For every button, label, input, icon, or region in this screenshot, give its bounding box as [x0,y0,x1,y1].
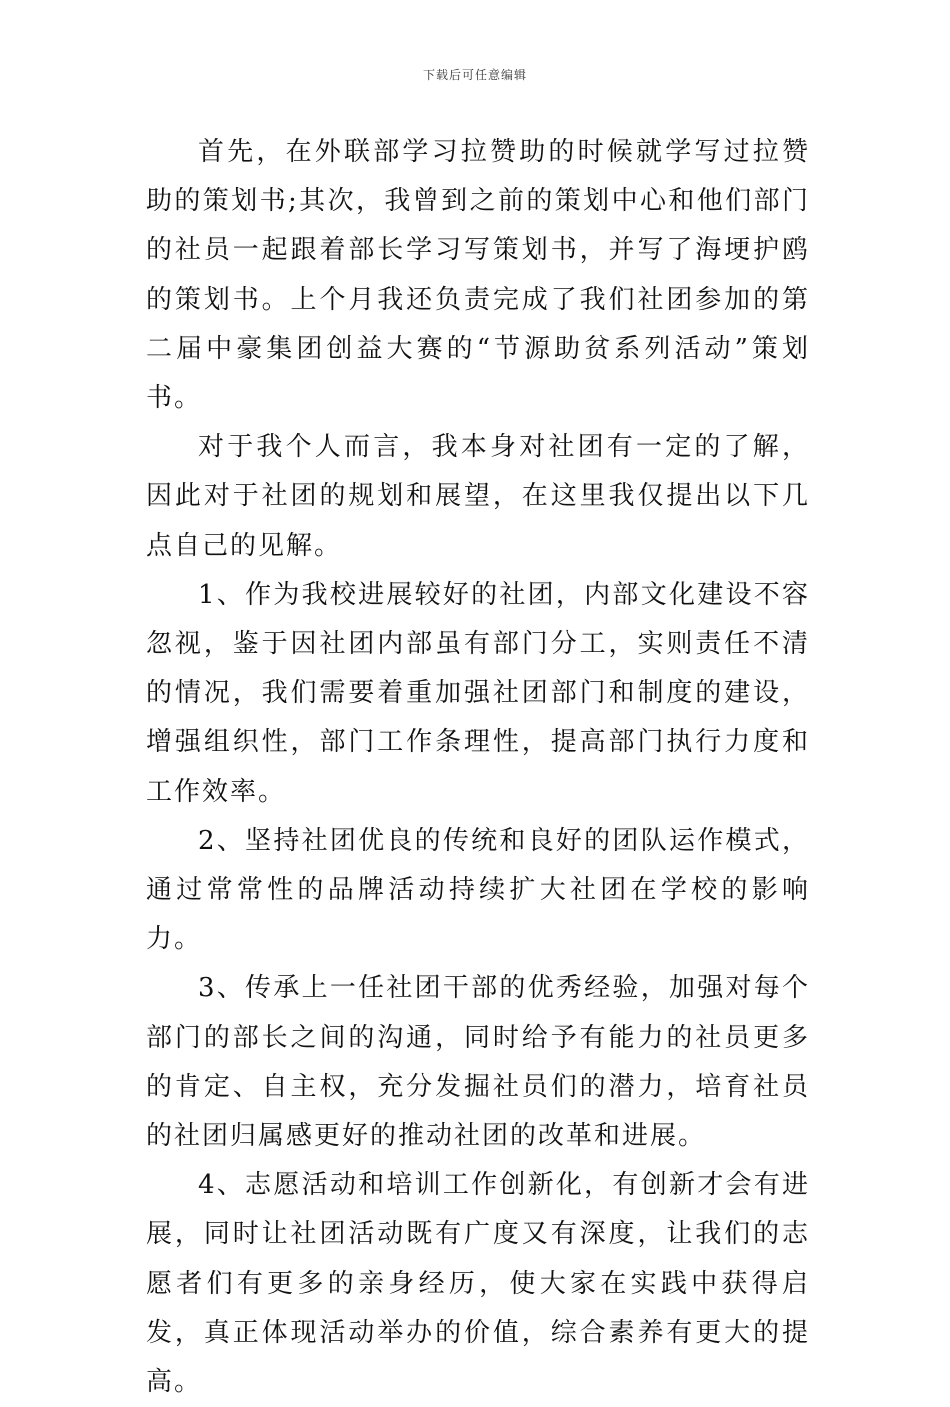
paragraph-4: 2、坚持社团优良的传统和良好的团队运作模式，通过常常性的品牌活动持续扩大社团在学校的影响力。 [146,825,810,955]
paragraph-6: 4、志愿活动和培训工作创新化，有创新才会有进展，同时让社团活动既有广度又有深度，让我们的志愿者们有更多的亲身经历，使大家在实践中获得启发，真正体现活动举办的价值，综合素养有更大的提高。 [146,1170,810,1398]
paragraph-5: 3、传承上一任社团干部的优秀经验，加强对每个部门的部长之间的沟通，同时给予有能力的社员更多的肯定、自主权，充分发掘社员们的潜力，培育社员的社团归属感更好的推动社团的改革和进展。 [146,973,810,1152]
paragraph-2: 对于我个人而言，我本身对社团有一定的了解，因此对于社团的规划和展望，在这里我仅提出以下几点自己的见解。 [146,432,810,561]
document-body [146,128,810,1407]
paragraph-3: 1、作为我校进展较好的社团，内部文化建设不容忽视，鉴于因社团内部虽有部门分工，实则责任不清的情况，我们需要着重加强社团部门和制度的建设，增强组织性，部门工作条理性，提高部门执行力度和工作效率。 [146,579,810,807]
paragraph-1: 首先，在外联部学习拉赞助的时候就学写过拉赞助的策划书;其次，我曾到之前的策划中心和他们部门的社员一起跟着部长学习写策划书，并写了海埂护鸥的策划书。上个月我还负责完成了我们社团参加的第二届中豪集团创益大赛的“节源助贫系列活动”策划书。 [146,137,810,414]
page-header: 下载后可任意编辑 [422,68,527,82]
